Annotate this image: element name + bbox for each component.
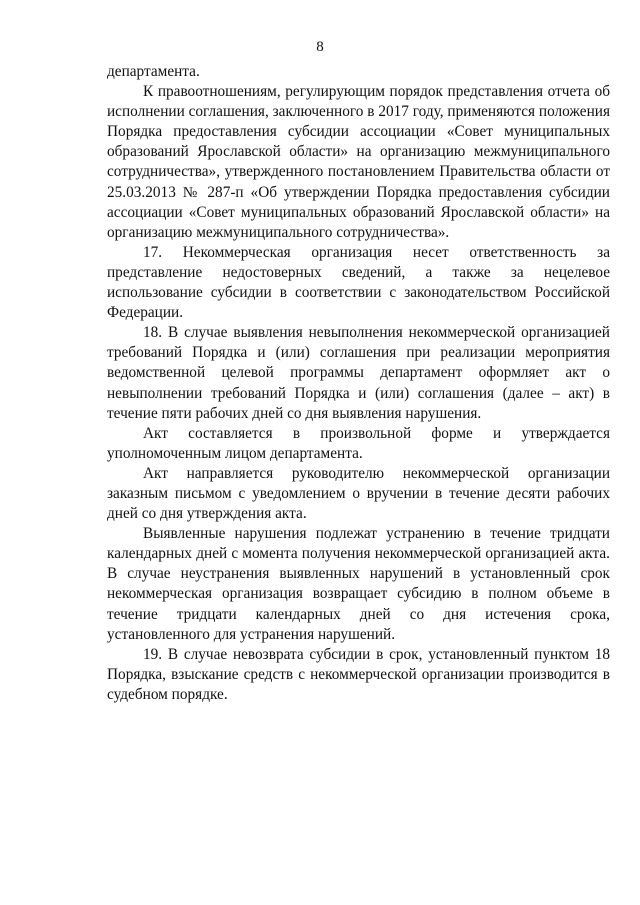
paragraph-continuation: департамента. [107, 63, 200, 80]
page-number: 8 [316, 39, 324, 55]
paragraph-item-18: 18. В случае выявления невыполнения некоммерческой организацией требований Порядка и (или) соглашения при реализации мероприятия ведомственной целевой программы департамент оформляет акт о невыполнении требований Порядка и (или) соглашения (далее – акт) в течение пяти рабочих дней со дня выявления нарушения. [107, 324, 610, 422]
paragraph-violations: Выявленные нарушения подлежат устранению в течение тридцати календарных дней с момента получения некоммерческой организацией акта. В случае неустранения выявленных нарушений в установленный срок некоммерческая организация возвращает субсидию в полном объеме в течение тридцати календарных дней со дня истечения срока, установленного для устранения нарушений. [107, 525, 610, 643]
paragraph-act-sending: Акт направляется руководителю некоммерческой организации заказным письмом с уведомлением о вручении в течение десяти рабочих дней со дня утверждения акта. [107, 464, 610, 523]
paragraph-item-17: 17. Некоммерческая организация несет ответственность за представление недостоверных сведений, а также за нецелевое использование субсидии в соответствии с законодательством Российской Федерации. [107, 243, 610, 322]
paragraph-legal-relations: К правоотношениям, регулирующим порядок представления отчета об исполнении соглашения, заключенного в 2017 году, применяются положения Порядка предоставления субсидии ассоциации «Совет муниципальных образований Ярославской области» на организацию межмуниципального сотрудничества», утвержденного постановлением Правительства области от 25.03.2013 № 287-п «Об утверждении Порядка предоставления субсидии ассоциации «Совет муниципальных образований Ярославской области» на организацию межмуниципального сотрудничества». [107, 83, 610, 241]
paragraph-act-form: Акт составляется в произвольной форме и утверждается уполномоченным лицом департамента. [107, 424, 610, 462]
paragraph-item-19: 19. В случае невозврата субсидии в срок, установленный пунктом 18 Порядка, взыскание средств с некоммерческой организации производится в судебном порядке. [107, 645, 610, 703]
document-body [107, 62, 610, 705]
